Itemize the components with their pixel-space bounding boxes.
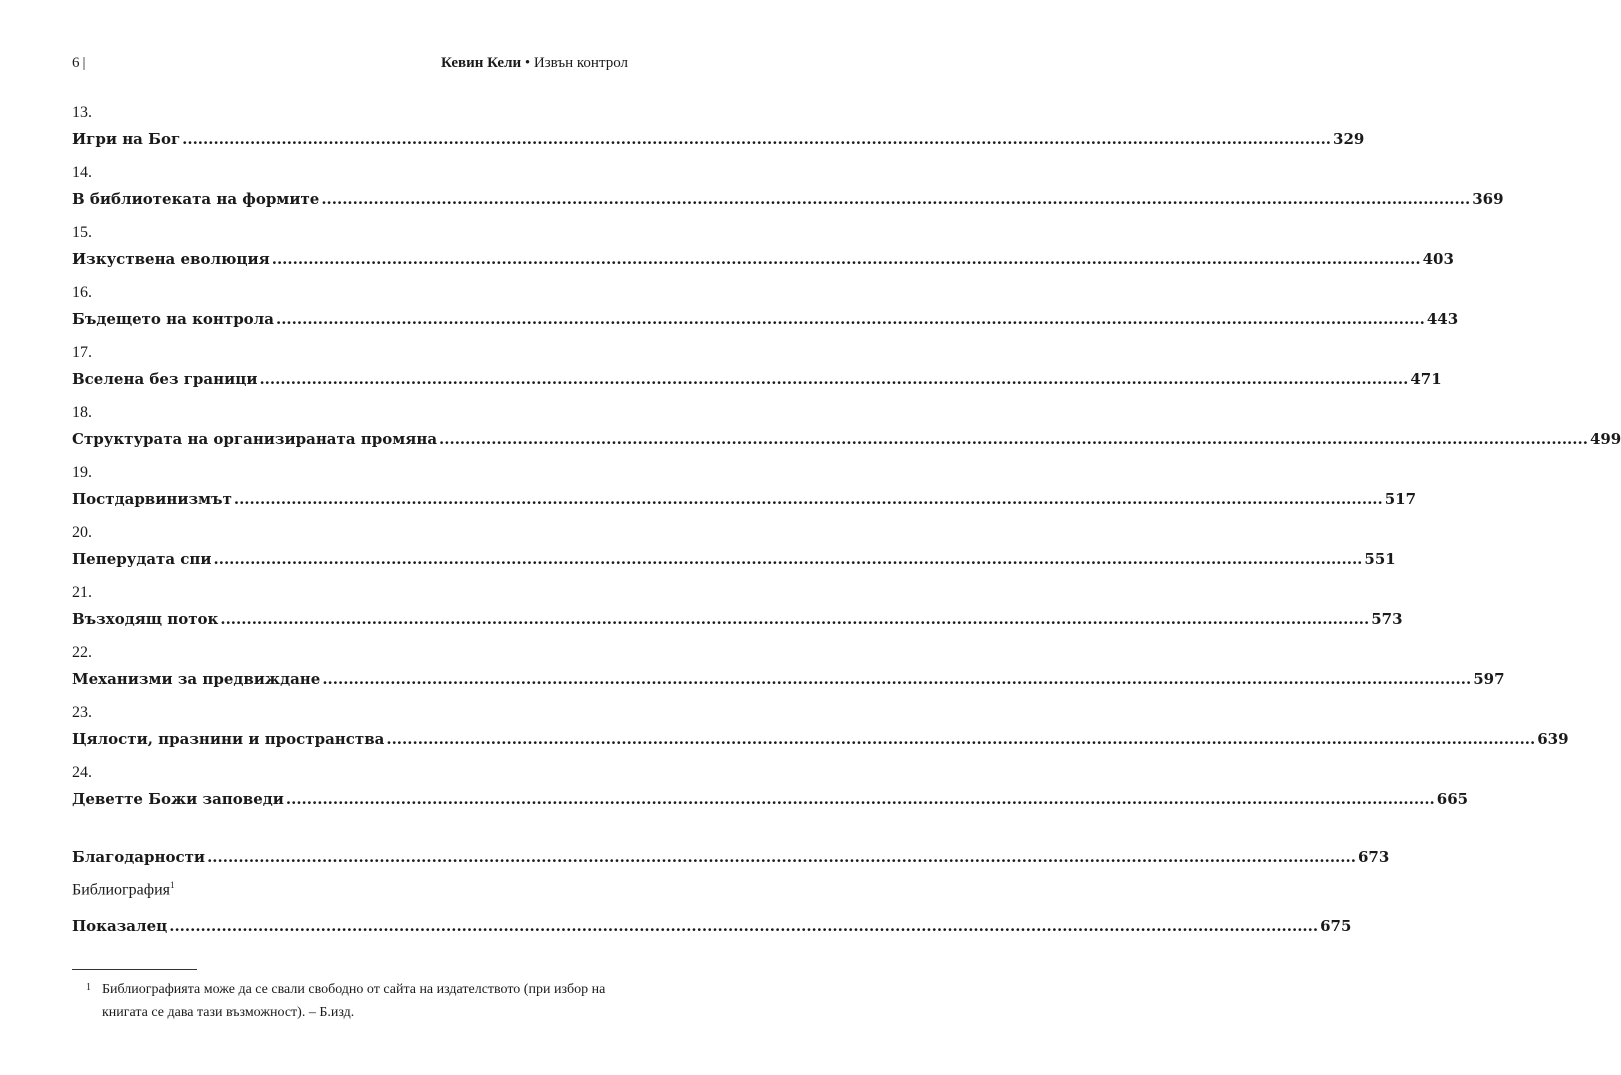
- toc-entry[interactable]: [72, 584, 1403, 644]
- chapter-number: 22.: [72, 644, 92, 661]
- chapter-page: 403: [1422, 250, 1454, 268]
- chapter-page: 551: [1364, 550, 1396, 568]
- chapter-number: 19.: [72, 464, 92, 481]
- leader-dots: ............................................................................................................................................................................................................................: [285, 790, 1435, 808]
- toc-entry[interactable]: [72, 104, 1365, 164]
- chapter-page: 471: [1410, 370, 1442, 388]
- chapter-page: 665: [1436, 790, 1469, 808]
- leader-dots: ............................................................................................................................................................................................................................: [275, 310, 1425, 328]
- toc-entry[interactable]: [72, 404, 1621, 464]
- chapter-number: 20.: [72, 524, 92, 541]
- chapter-title: Структурата на организираната промяна: [72, 430, 438, 448]
- index-page: 675: [1320, 917, 1352, 935]
- chapter-page: 573: [1371, 610, 1403, 628]
- toc-entry[interactable]: [72, 224, 1454, 284]
- bibliography-title: Библиография: [72, 881, 170, 899]
- chapter-page: 329: [1333, 130, 1365, 148]
- footnote-text: Библиографията може да се свали свободно от сайта на издателството (при избор на книгата се дава тази възможност). – Б.изд.: [102, 982, 606, 1020]
- toc-bibliography[interactable]: [72, 880, 175, 899]
- running-title: [441, 55, 628, 72]
- book-title: Извън контрол: [533, 55, 628, 71]
- toc-entry[interactable]: [72, 284, 1459, 344]
- chapter-number: 15.: [72, 224, 92, 241]
- chapter-title: Постдарвинизмът: [72, 490, 232, 508]
- chapter-page: 499: [1589, 430, 1621, 448]
- chapter-title: Игри на Бог: [72, 130, 181, 148]
- chapter-page: 443: [1426, 310, 1459, 328]
- chapter-title: Деветте Божи заповеди: [72, 790, 284, 808]
- acknowledgements-title: Благодарности: [72, 848, 206, 866]
- leader-dots: ............................................................................................................................................................................................................................: [213, 550, 1363, 568]
- footnote-divider: [72, 969, 197, 970]
- leader-dots: ............................................................................................................................................................................................................................: [439, 430, 1588, 448]
- toc-entry[interactable]: [72, 344, 1442, 404]
- toc-entry[interactable]: [72, 704, 1569, 764]
- leader-dots: ............................................................................................................................................................................................................................: [322, 670, 1472, 688]
- chapter-title: Възходящ поток: [72, 610, 219, 628]
- toc-entry[interactable]: [72, 464, 1417, 524]
- table-of-contents: [72, 104, 1621, 824]
- leader-dots: ............................................................................................................................................................................................................................: [220, 610, 1370, 628]
- author-name: Кевин Кели: [441, 55, 522, 71]
- leader-dots: ............................................................................................................................................................................................................................: [182, 130, 1332, 148]
- leader-dots: ............................................................................................................................................................................................................................: [207, 848, 1356, 866]
- header-separator: |: [82, 55, 86, 71]
- footnote-marker: 1: [86, 982, 91, 993]
- chapter-title: Пеперудата спи: [72, 550, 212, 568]
- chapter-title: В библиотеката на формите: [72, 190, 320, 208]
- leader-dots: ............................................................................................................................................................................................................................: [386, 730, 1536, 748]
- header-bullet: •: [524, 55, 531, 71]
- chapter-page: 517: [1384, 490, 1417, 508]
- leader-dots: ............................................................................................................................................................................................................................: [271, 250, 1421, 268]
- toc-entry[interactable]: [72, 524, 1396, 584]
- toc-entry[interactable]: [72, 164, 1504, 224]
- footnote-ref: 1: [170, 880, 175, 890]
- chapter-page: 597: [1473, 670, 1505, 688]
- chapter-number: 13.: [72, 104, 92, 121]
- chapter-number: 23.: [72, 704, 92, 721]
- chapter-page: 639: [1537, 730, 1569, 748]
- footnote: [72, 978, 632, 1024]
- chapter-title: Бъдещето на контрола: [72, 310, 274, 328]
- leader-dots: ............................................................................................................................................................................................................................: [321, 190, 1471, 208]
- running-header: [72, 55, 628, 79]
- chapter-number: 21.: [72, 584, 92, 601]
- leader-dots: ............................................................................................................................................................................................................................: [259, 370, 1409, 388]
- chapter-page: 369: [1472, 190, 1504, 208]
- toc-entry[interactable]: [72, 764, 1469, 824]
- chapter-number: 17.: [72, 344, 92, 361]
- chapter-title: Механизми за предвиждане: [72, 670, 321, 688]
- chapter-title: Цялости, празнини и пространства: [72, 730, 385, 748]
- chapter-number: 14.: [72, 164, 92, 181]
- page-number: 6 |: [72, 55, 86, 71]
- acknowledgements-page: 673: [1357, 848, 1390, 866]
- chapter-title: Вселена без граници: [72, 370, 258, 388]
- chapter-number: 24.: [72, 764, 92, 781]
- chapter-title: Изкуствена еволюция: [72, 250, 270, 268]
- chapter-number: 16.: [72, 284, 92, 301]
- index-title: Показалец: [72, 917, 168, 935]
- leader-dots: ............................................................................................................................................................................................................................: [169, 917, 1319, 935]
- leader-dots: ............................................................................................................................................................................................................................: [233, 490, 1383, 508]
- toc-entry[interactable]: [72, 644, 1505, 704]
- chapter-number: 18.: [72, 404, 92, 421]
